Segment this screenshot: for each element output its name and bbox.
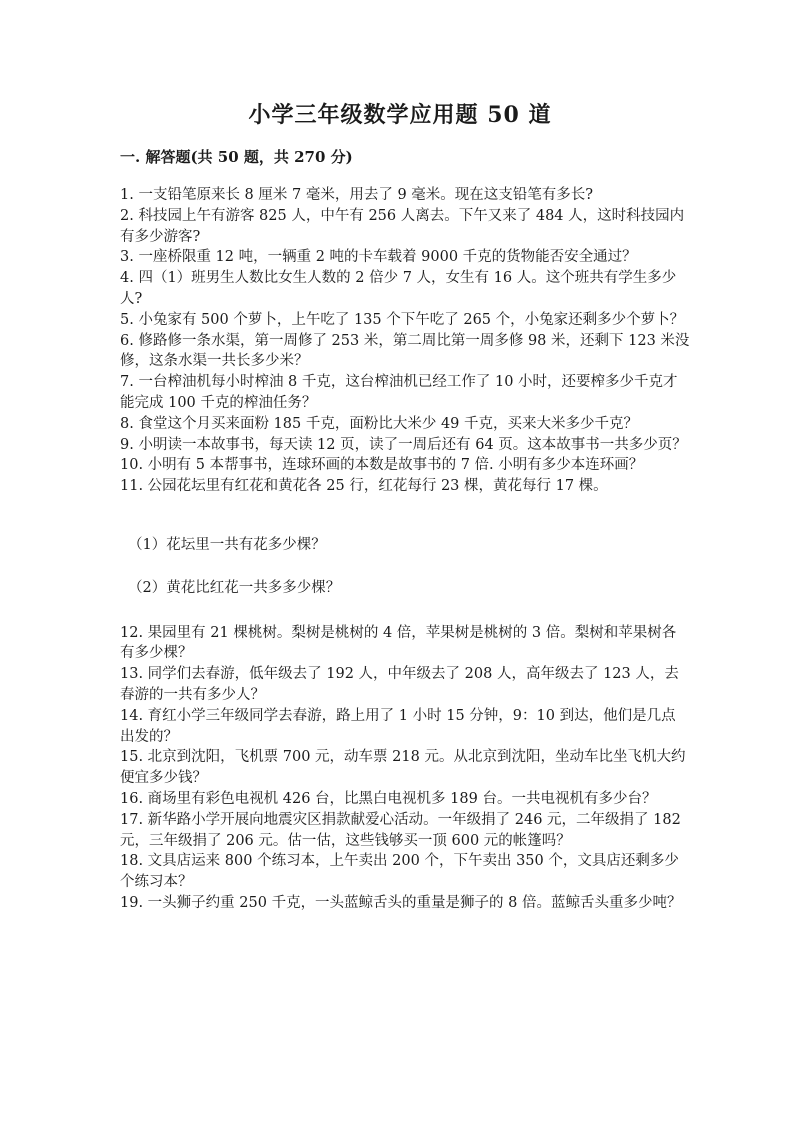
question-4: 4. 四（1）班男生人数比女生人数的 2 倍少 7 人，女生有 16 人。这个班共有学生多少人? xyxy=(120,270,677,307)
question-18: 18. 文具店运来 800 个练习本，上午卖出 200 个，下午卖出 350 个，文具店还剩多少个练习本？ xyxy=(120,853,679,891)
question-14: 14. 育红小学三年级同学去春游，路上用了 1 小时 15 分钟，9：10 到达，他们是几点出发的？ xyxy=(120,707,676,745)
question-7: 7. 一台榨油机每小时榨油 8 千克，这台榨油机已经工作了 10 小时，还要榨多少千克才能完成 100 千克的榨油任务？ xyxy=(120,374,678,411)
sub-question-2: （2）黄花比红花一共多多少棵？ xyxy=(128,579,341,596)
question-19: 19. 一头狮子约重 250 千克，一头蓝鲸舌头的重量是狮子的 8 倍。蓝鲸舌头重多少吨？ xyxy=(120,894,682,911)
document-title: 小学三年级数学应用题 50 道 xyxy=(248,102,552,128)
question-list xyxy=(120,185,690,914)
question-6: 6. 修路修一条水渠，第一周修了 253 米，第二周比第一周多修 98 米，还剩下 123 米没修，这条水渠一共长多少米？ xyxy=(120,332,690,370)
question-17: 17. 新华路小学开展向地震灾区捐款献爱心活动。一年级捐了 246 元，二年级捐了 182 元，三年级捐了 206 元。估一估，这些钱够买一顶 600 元的帐篷吗？ xyxy=(120,811,681,849)
question-12: 12. 果园里有 21 棵桃树。梨树是桃树的 4 倍，苹果树是桃树的 3 倍。梨树和苹果树各有多少棵？ xyxy=(120,624,677,662)
question-1: 1. 一支铅笔原来长 8 厘米 7 毫米，用去了 9 毫米。现在这支铅笔有多长? xyxy=(120,187,594,203)
section-heading: 一. 解答题(共 50 题，共 270 分) xyxy=(120,148,353,166)
question-16: 16. 商场里有彩色电视机 426 台，比黑白电视机多 189 台。一共电视机有多少台？ xyxy=(120,790,657,807)
question-3: 3. 一座桥限重 12 吨，一辆重 2 吨的卡车载着 9000 千克的货物能否安全通过？ xyxy=(120,249,637,266)
question-8: 8. 食堂这个月买来面粉 185 千克，面粉比大米少 49 千克，买来大米多少千克？ xyxy=(120,415,639,432)
question-13: 13. 同学们去春游，低年级去了 192 人，中年级去了 208 人，高年级去了 123 人，去春游的一共有多少人？ xyxy=(120,666,679,703)
question-10: 10. 小明有 5 本帮事书，连球环画的本数是故事书的 7 倍. 小明有多少本连环画？ xyxy=(120,457,644,474)
question-2: 2. 科技园上午有游客 825 人，中午有 256 人离去。下午又来了 484 人，这时科技园内有多少游客? xyxy=(120,207,685,245)
sub-question-block xyxy=(120,535,690,599)
question-11: 11. 公园花坛里有红花和黄花各 25 行，红花每行 23 棵，黄花每行 17 棵。 xyxy=(120,478,608,495)
question-15: 15. 北京到沈阳，飞机票 700 元，动车票 218 元。从北京到沈阳，坐动车比坐飞机大约便宜多少钱？ xyxy=(120,749,686,787)
sub-question-1: （1）花坛里一共有花多少棵？ xyxy=(128,536,326,553)
question-9: 9. 小明读一本故事书，每天读 12 页，读了一周后还有 64 页。这本故事书一共多少页？ xyxy=(120,436,687,453)
question-5: 5. 小兔家有 500 个萝卜，上午吃了 135 个下午吃了 265 个，小兔家还剩多少个萝卜？ xyxy=(120,311,685,328)
